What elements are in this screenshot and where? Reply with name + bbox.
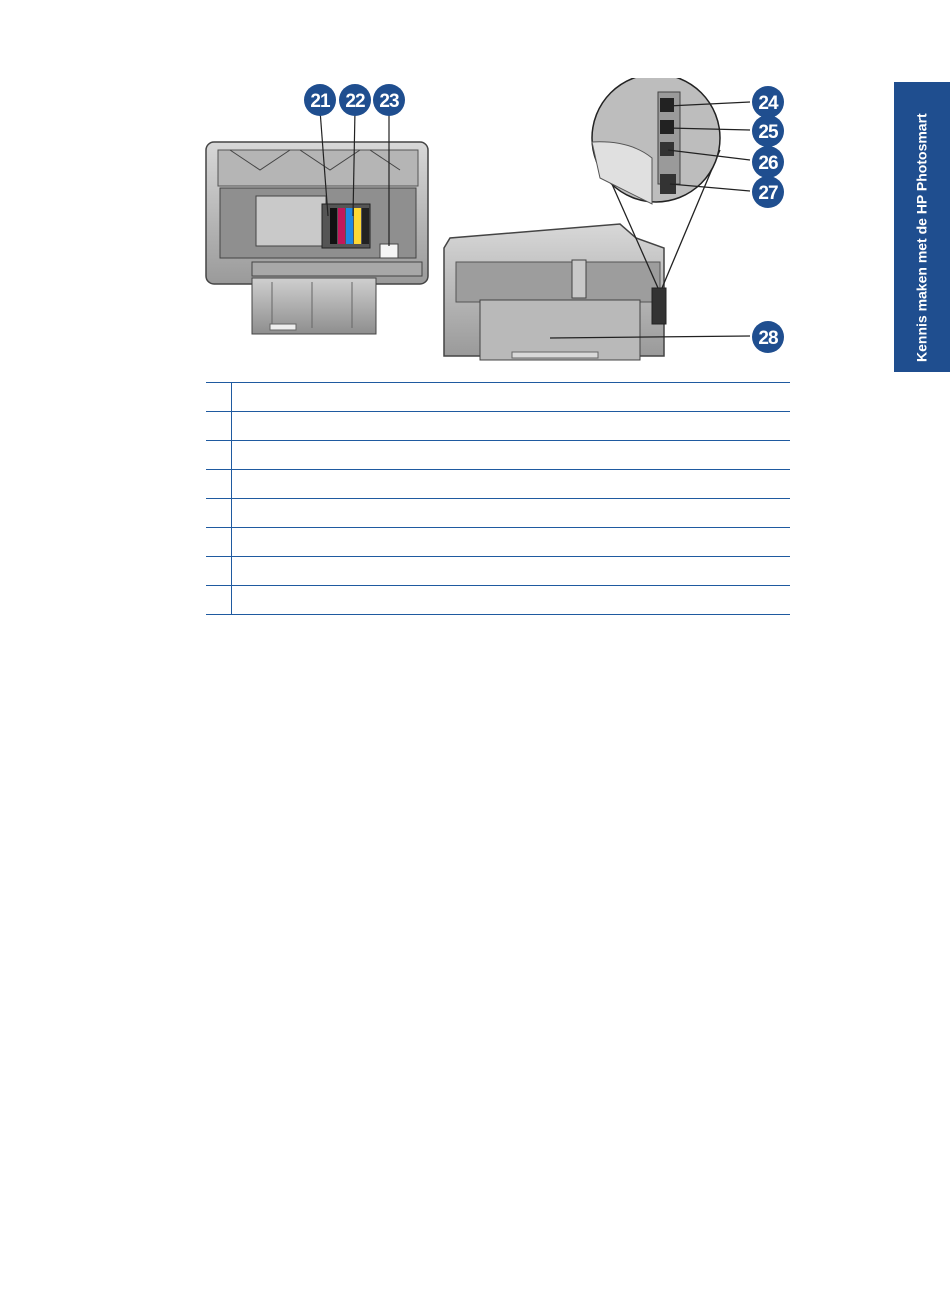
printer-rear bbox=[444, 224, 666, 360]
table-row bbox=[206, 586, 790, 615]
callout-badge bbox=[339, 84, 371, 116]
legend-description bbox=[232, 470, 791, 499]
legend-description bbox=[232, 528, 791, 557]
callout-23: 23 bbox=[379, 91, 399, 112]
callout-28: 28 bbox=[758, 328, 778, 349]
legend-description bbox=[232, 499, 791, 528]
printer-rear-illustration bbox=[200, 78, 800, 368]
legend-number bbox=[206, 557, 232, 586]
legend-description bbox=[232, 557, 791, 586]
table-row bbox=[206, 383, 790, 412]
table-row bbox=[206, 470, 790, 499]
callout-badge bbox=[752, 146, 784, 178]
callout-27: 27 bbox=[758, 183, 778, 204]
callout-badge bbox=[752, 321, 784, 353]
table-row bbox=[206, 412, 790, 441]
table-row bbox=[206, 557, 790, 586]
callout-badge bbox=[373, 84, 405, 116]
printer-open-front bbox=[206, 142, 428, 334]
callout-26: 26 bbox=[758, 153, 778, 174]
callout-badge bbox=[752, 86, 784, 118]
callout-22: 22 bbox=[345, 91, 365, 112]
callout-badge bbox=[752, 176, 784, 208]
legend-number bbox=[206, 412, 232, 441]
callout-24: 24 bbox=[758, 93, 778, 114]
legend-number bbox=[206, 470, 232, 499]
callout-badge bbox=[752, 115, 784, 147]
table-row bbox=[206, 441, 790, 470]
legend-description bbox=[232, 383, 791, 412]
legend-number bbox=[206, 528, 232, 557]
legend-number bbox=[206, 499, 232, 528]
legend-number bbox=[206, 586, 232, 615]
callout-legend-table bbox=[206, 382, 790, 615]
table-row bbox=[206, 528, 790, 557]
printer-drawing bbox=[200, 78, 800, 368]
legend-description bbox=[232, 412, 791, 441]
legend-number bbox=[206, 441, 232, 470]
chapter-side-tab bbox=[894, 82, 950, 372]
legend-description bbox=[232, 586, 791, 615]
table-row bbox=[206, 499, 790, 528]
callout-25: 25 bbox=[758, 122, 778, 143]
callout-21: 21 bbox=[310, 91, 330, 112]
legend-number bbox=[206, 383, 232, 412]
legend-description bbox=[232, 441, 791, 470]
callout-badge bbox=[304, 84, 336, 116]
chapter-side-tab-label: Kennis maken met de HP Photosmart bbox=[913, 113, 930, 362]
